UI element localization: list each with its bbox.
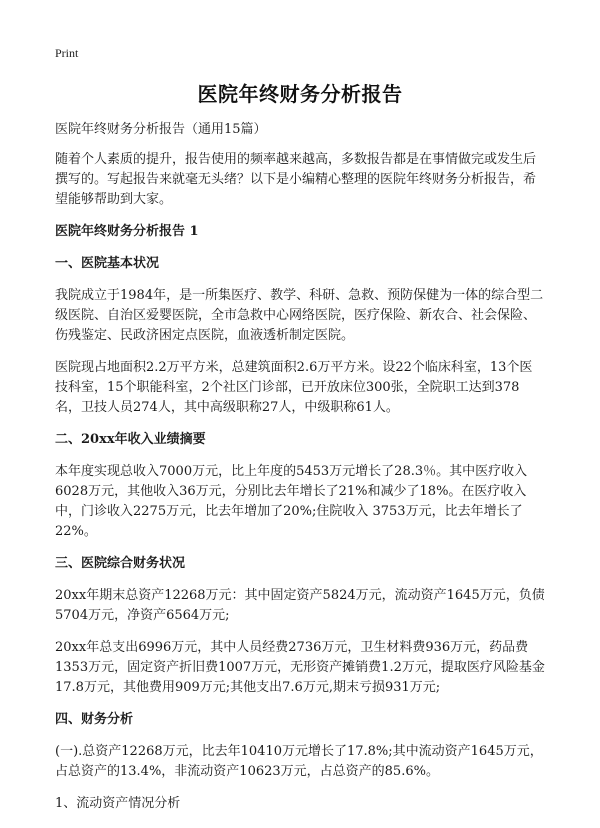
paragraph-assets: 20xx年期末总资产12268万元：其中固定资产5824万元，流动资产1645万元，负债5704万元，净资产6564万元; [55,588,545,623]
paragraph-hospital-overview: 我院成立于1984年，是一所集医疗、教学、科研、急救、预防保健为一体的综合型二级医院、自治区爱婴医院，全市急救中心网络医院，医疗保险、新农合、社会保险、伤残鉴定、民政济困定点医院，血液透析制定医院。 [55,288,544,343]
print-link[interactable]: Print [55,46,79,60]
section-heading-financial-status: 三、医院综合财务状况 [55,556,186,571]
document-subtitle: 医院年终财务分析报告（通用15篇） [55,122,267,137]
paragraph-expenditure: 20xx年总支出6996万元，其中人员经费2736万元，卫生材料费936万元，药品费1353万元，固定资产折旧费1007万元，无形资产摊销费1.2万元，提取医疗风险基金17.8万元，其他费用909万元;其他支出7.6万元,期末亏损931万元; [55,640,545,695]
paragraph-hospital-facilities: 医院现占地面积2.2万平方米，总建筑面积2.6万平方米。设22个临床科室，13个医技科室，15个职能科室，2个社区门诊部，已开放床位300张，全院职工达到378名，卫技人员274人，其中高级职称27人，中级职称61人。 [55,360,533,415]
report-heading: 医院年终财务分析报告 1 [55,224,199,239]
section-heading-basic-status: 一、医院基本状况 [55,256,160,271]
paragraph-total-assets: (一).总资产12268万元，比去年10410万元增长了17.8%;其中流动资产1645万元，占总资产的13.4%，非流动资产10623万元，占总资产的85.6%。 [55,744,543,779]
section-heading-financial-analysis: 四、财务分析 [55,712,134,727]
paragraph-income: 本年度实现总收入7000万元，比上年度的5453万元增长了28.3％。其中医疗收入6028万元，其他收入36万元，分别比去年增长了21%和减少了18%。在医疗收入中，门诊收入2275万元，比去年增加了20%;住院收入 3753万元，比去年增长了22%。 [55,464,528,539]
document-body [55,120,545,822]
intro-paragraph: 随着个人素质的提升，报告使用的频率越来越高，多数报告都是在事情做完或发生后撰写的。写起报告来就毫无头绪？以下是小编精心整理的医院年终财务分析报告，希望能够帮助到大家。 [55,152,537,207]
subheading-current-assets: 1、流动资产情况分析 [55,796,181,811]
section-heading-income-summary: 二、20xx年收入业绩摘要 [55,432,206,447]
page-title: 医院年终财务分析报告 [197,82,403,106]
